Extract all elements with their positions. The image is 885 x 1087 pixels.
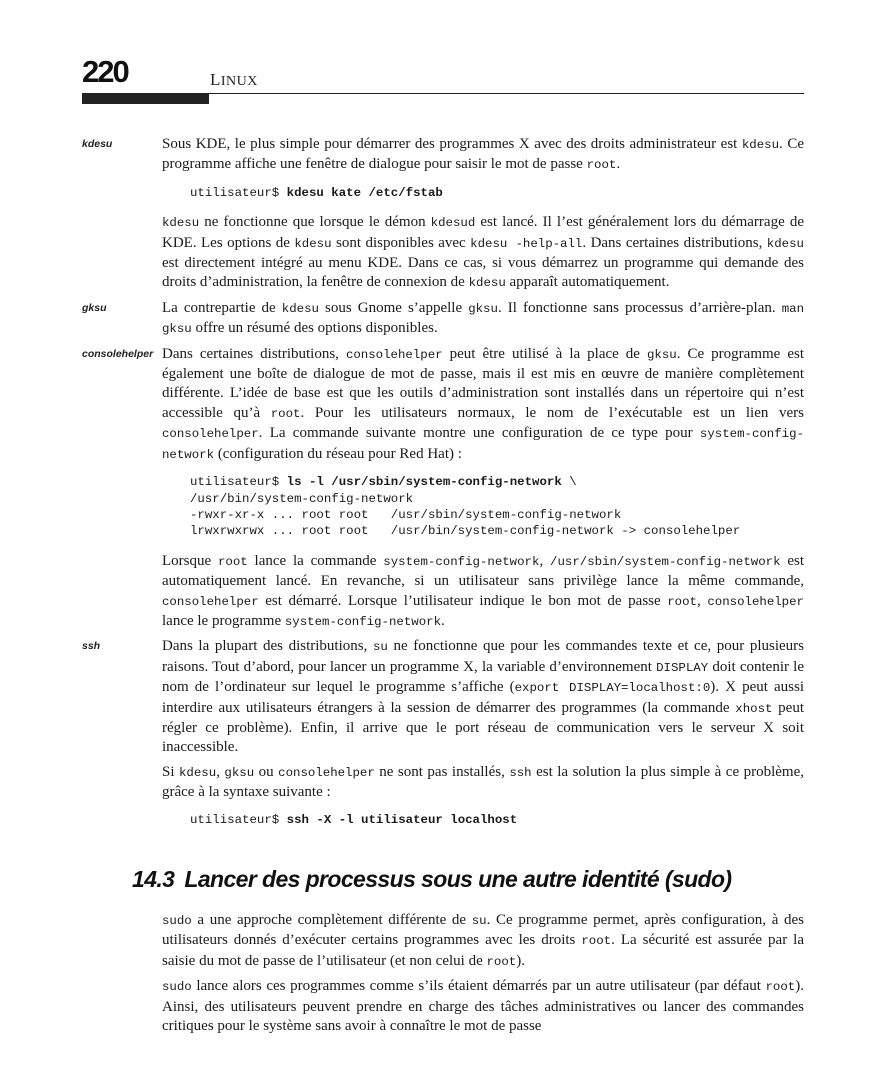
section-title-after: )	[724, 866, 732, 892]
body-paragraph: Dans certaines distributions, consolehelper peut être utilisé à la place de gksu. Ce programme est également une boîte de dialogue de mot de passe, mais il est mis en œuvre de manière complètement différente. L’idée de base est que les outils d’administration sont installés dans un répertoire qui n’est accessible qu’à root. Pour les utilisateurs normaux, le nom de l’exécutable est un lien vers consolehelper. La commande suivante montre une configuration de ce type pour system-config-network (configuration du réseau pour Red Hat) :	[162, 345, 804, 462]
margin-entry	[82, 135, 804, 294]
section-body	[82, 911, 804, 1036]
body-paragraph: Sous KDE, le plus simple pour démarrer des programmes X avec des droits administrateur est kdesu. Ce programme affiche une fenêtre de dialogue pour saisir le mot de passe root.	[162, 136, 804, 173]
entries-list	[82, 135, 804, 828]
running-head	[210, 70, 258, 90]
code-block: utilisateur$ ssh -X -l utilisateur localhost	[190, 812, 518, 827]
code-block: utilisateur$ kdesu kate /etc/fstab	[190, 185, 443, 200]
section-paragraph: sudo a une approche complètement différente de su. Ce programme permet, après configuration, à des utilisateurs donnés d’exécuter certains programmes avec les droits root. La sécurité est assurée par la saisie du mot de passe de l’utilisateur (et non celui de root).	[162, 912, 804, 969]
running-head-rest: INUX	[220, 74, 258, 89]
margin-keyword: ssh	[82, 640, 101, 653]
body-paragraph: La contrepartie de kdesu sous Gnome s’appelle gksu. Il fonctionne sans processus d’arrière-plan. man gksu offre un résumé des options disponibles.	[162, 299, 805, 337]
section-number: 14.3	[132, 866, 175, 892]
body-paragraph: Si kdesu, gksu ou consolehelper ne sont pas installés, ssh est la solution la plus simple à ce problème, grâce à la syntaxe suivante :	[162, 763, 805, 801]
margin-keyword: gksu	[82, 301, 107, 314]
running-head-initial: L	[210, 70, 221, 89]
section-heading	[132, 866, 804, 893]
body-paragraph: Lorsque root lance la commande system-config-network, /usr/sbin/system-config-network est automatiquement lancé. En revanche, si un utilisateur sans privilège lance la même commande, consolehelper est démarré. Lorsque l’utilisateur indique le bon mot de passe root, consolehelper lance le programme system-config-network.	[162, 552, 805, 629]
margin-keyword: consolehelper	[82, 347, 154, 360]
body-paragraph: kdesu ne fonctionne que lorsque le démon kdesud est lancé. Il l’est généralement lors du démarrage de KDE. Les options de kdesu sont disponibles avec kdesu -help-all. Dans certaines distributions, kdesu est directement intégré au menu KDE. Dans ce cas, si vous démarrez un programme qui demande des droits d’administration, la fenêtre de connexion de kdesu apparaît automatiquement.	[162, 214, 804, 291]
code-block: utilisateur$ ls -l /usr/sbin/system-config-network \ /usr/bin/system-config-network -rwxr-xr-x ... root root /usr/sbin/system-config-network lrwxrwxrwx ... root root /usr/bin/system-config-network -> consolehelper	[190, 475, 741, 539]
margin-entry	[82, 345, 804, 633]
page-number: 220	[82, 54, 128, 89]
body-paragraph: Dans la plupart des distributions, su ne fonctionne que pour les commandes texte et ce, pour plusieurs raisons. Tout d’abord, pour lancer un programme X, la variable d’environnement DISPLAY doit contenir le nom de l’ordinateur sur lequel le programme s’affiche (export DISPLAY=localhost:0). X peut aussi interdire aux utilisateurs étrangers à la session de démarrer des programmes (la commande xhost peut régler ce problème). Enfin, il arrive que le port réseau de communication vers le serveur X soit inaccessible.	[162, 638, 805, 756]
margin-keyword: kdesu	[82, 138, 113, 150]
page-body	[82, 135, 804, 1041]
section-title-code: sudo	[671, 866, 725, 892]
section-paragraph: sudo lance alors ces programmes comme s’ils étaient démarrés par un autre utilisateur (par défaut root). Ainsi, des utilisateurs peuvent prendre en charge des tâches administratives ou lancer des commandes critiques pour le système sans avoir à connaître le mot de passe	[162, 978, 804, 1035]
margin-entry	[82, 637, 804, 828]
margin-entry	[82, 299, 804, 340]
section-title-before: Lancer des processus sous une autre identité (	[184, 866, 672, 892]
header-rule-tab	[82, 94, 209, 104]
